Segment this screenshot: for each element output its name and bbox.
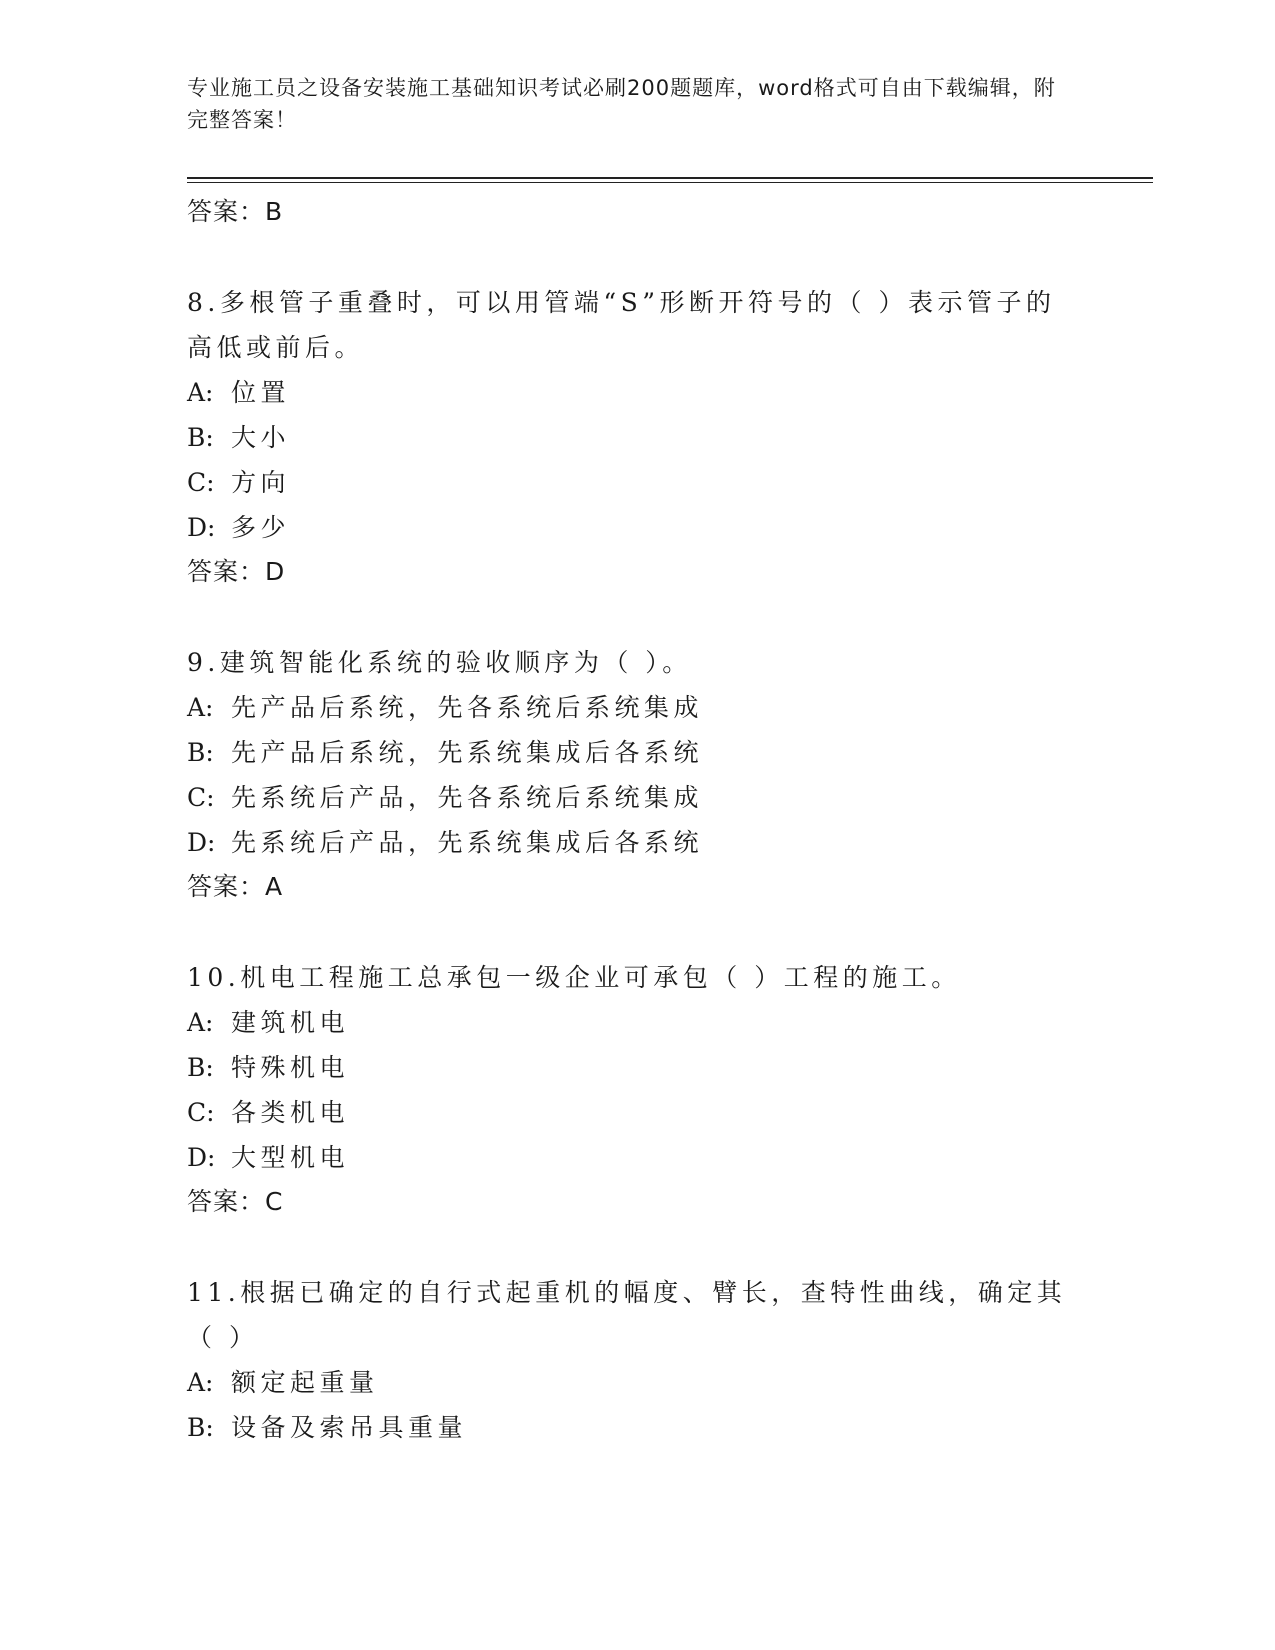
header-rule-thin xyxy=(187,182,1153,183)
option-key: D: xyxy=(187,1143,216,1172)
header-rule-thick xyxy=(187,177,1153,179)
option-text: 大型机电 xyxy=(231,1143,350,1172)
option-key: A: xyxy=(187,378,214,407)
answer-line: 答案：C xyxy=(187,1187,284,1216)
answer-line: 答案：B xyxy=(187,197,284,226)
option-text: 大小 xyxy=(231,423,291,452)
option-key: D: xyxy=(187,513,216,542)
option-key: D: xyxy=(187,828,216,857)
option-text: 额定起重量 xyxy=(231,1368,379,1397)
option-key: B: xyxy=(187,1053,214,1082)
spacer xyxy=(187,594,1087,640)
option-text: 各类机电 xyxy=(231,1098,350,1127)
option-key: B: xyxy=(187,423,214,452)
spacer xyxy=(187,234,1087,280)
option-d xyxy=(187,505,1087,550)
option-key: B: xyxy=(187,738,214,767)
spacer xyxy=(187,1224,1087,1270)
option-b xyxy=(187,415,1087,460)
option-key: A: xyxy=(187,693,214,722)
question-text: 11.根据已确定的自行式起重机的幅度、臂长，查特性曲线，确定其（ ） xyxy=(187,1278,1067,1352)
question-list xyxy=(187,190,1087,1450)
option-text: 先系统后产品，先系统集成后各系统 xyxy=(231,828,704,857)
option-a xyxy=(187,685,1087,730)
option-key: C: xyxy=(187,468,215,497)
answer-line: 答案：A xyxy=(187,872,284,901)
question-text: 9.建筑智能化系统的验收顺序为（ ）。 xyxy=(187,648,692,677)
option-b xyxy=(187,1045,1087,1090)
option-key: C: xyxy=(187,1098,215,1127)
option-b xyxy=(187,730,1087,775)
question-text: 10.机电工程施工总承包一级企业可承包（ ）工程的施工。 xyxy=(187,963,961,992)
option-key: A: xyxy=(187,1368,214,1397)
option-text: 先产品后系统，先系统集成后各系统 xyxy=(231,738,704,767)
option-c xyxy=(187,460,1087,505)
option-a xyxy=(187,1000,1087,1045)
option-d xyxy=(187,820,1087,865)
option-text: 先系统后产品，先各系统后系统集成 xyxy=(231,783,704,812)
option-c xyxy=(187,1090,1087,1135)
option-a xyxy=(187,1360,1087,1405)
document-header: 专业施工员之设备安装施工基础知识考试必刷200题题库，word格式可自由下载编辑，附完整答案！ xyxy=(187,76,1056,132)
option-text: 建筑机电 xyxy=(231,1008,350,1037)
option-key: B: xyxy=(187,1413,214,1442)
option-text: 特殊机电 xyxy=(231,1053,350,1082)
option-c xyxy=(187,775,1087,820)
option-b xyxy=(187,1405,1087,1450)
option-text: 位置 xyxy=(231,378,291,407)
option-key: C: xyxy=(187,783,215,812)
option-a xyxy=(187,370,1087,415)
option-text: 先产品后系统，先各系统后系统集成 xyxy=(231,693,704,722)
option-text: 设备及索吊具重量 xyxy=(231,1413,468,1442)
spacer xyxy=(187,909,1087,955)
option-text: 多少 xyxy=(231,513,291,542)
option-d xyxy=(187,1135,1087,1180)
option-text: 方向 xyxy=(231,468,291,497)
option-key: A: xyxy=(187,1008,214,1037)
question-text: 8.多根管子重叠时，可以用管端“S”形断开符号的（ ）表示管子的高低或前后。 xyxy=(187,288,1056,362)
answer-line: 答案：D xyxy=(187,557,286,586)
